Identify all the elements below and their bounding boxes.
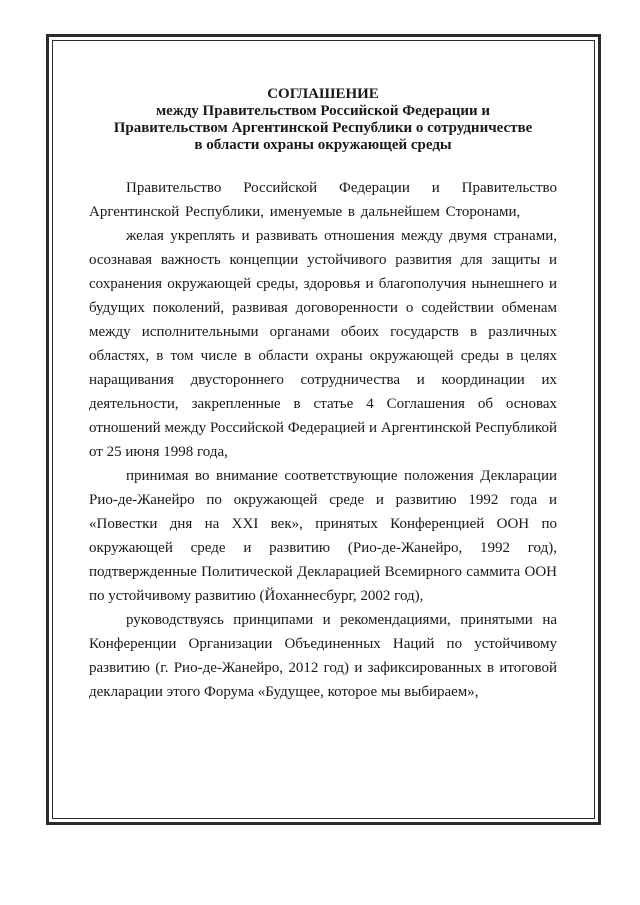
- document-body: [89, 86, 557, 704]
- title-line-3: Правительством Аргентинской Республики о сотрудничестве: [113, 120, 533, 136]
- paragraph-considering: принимая во внимание соответствующие положения Декларации Рио-де-Жанейро по окружающей среде и развитию 1992 года и «Повестки дня на XXI век», принятых Конференцией ООН по окружающей среде и развитию (Рио-де-Жанейро, 1992 год), подтвержденные Политической Декларацией Всемирного саммита ООН по устойчивому развитию (Йоханнесбург, 2002 год),: [89, 468, 557, 604]
- title-line-4: в области охраны окружающей среды: [194, 137, 452, 153]
- document-title: [89, 86, 557, 154]
- title-line-1: СОГЛАШЕНИЕ: [267, 86, 379, 102]
- paragraph-desiring: желая укреплять и развивать отношения между двумя странами, осознавая важность концепции устойчивого развития для защиты и сохранения окружающей среды, здоровья и благополучия нынешнего и будущих поколений, развивая договоренности о содействии обменам между исполнительными органами обоих государств в различных областях, в том числе в области охраны окружающей среды в целях наращивания двустороннего сотрудничества и координации их деятельности, закрепленные в статье 4 Соглашения об основах отношений между Российской Федерацией и Аргентинской Республикой от 25 июня 1998 года,: [89, 228, 557, 460]
- title-line-2: между Правительством Российской Федерации и: [155, 103, 491, 119]
- paragraph-guided: руководствуясь принципами и рекомендациями, принятыми на Конференции Организации Объединенных Наций по устойчивому развитию (г. Рио-де-Жанейро, 2012 год) и зафиксированных в итоговой декларации этого Форума «Будущее, которое мы выбираем»,: [89, 612, 557, 700]
- paragraph-parties: Правительство Российской Федерации и Правительство Аргентинской Республики, именуемые в дальнейшем Сторонами,: [89, 180, 557, 220]
